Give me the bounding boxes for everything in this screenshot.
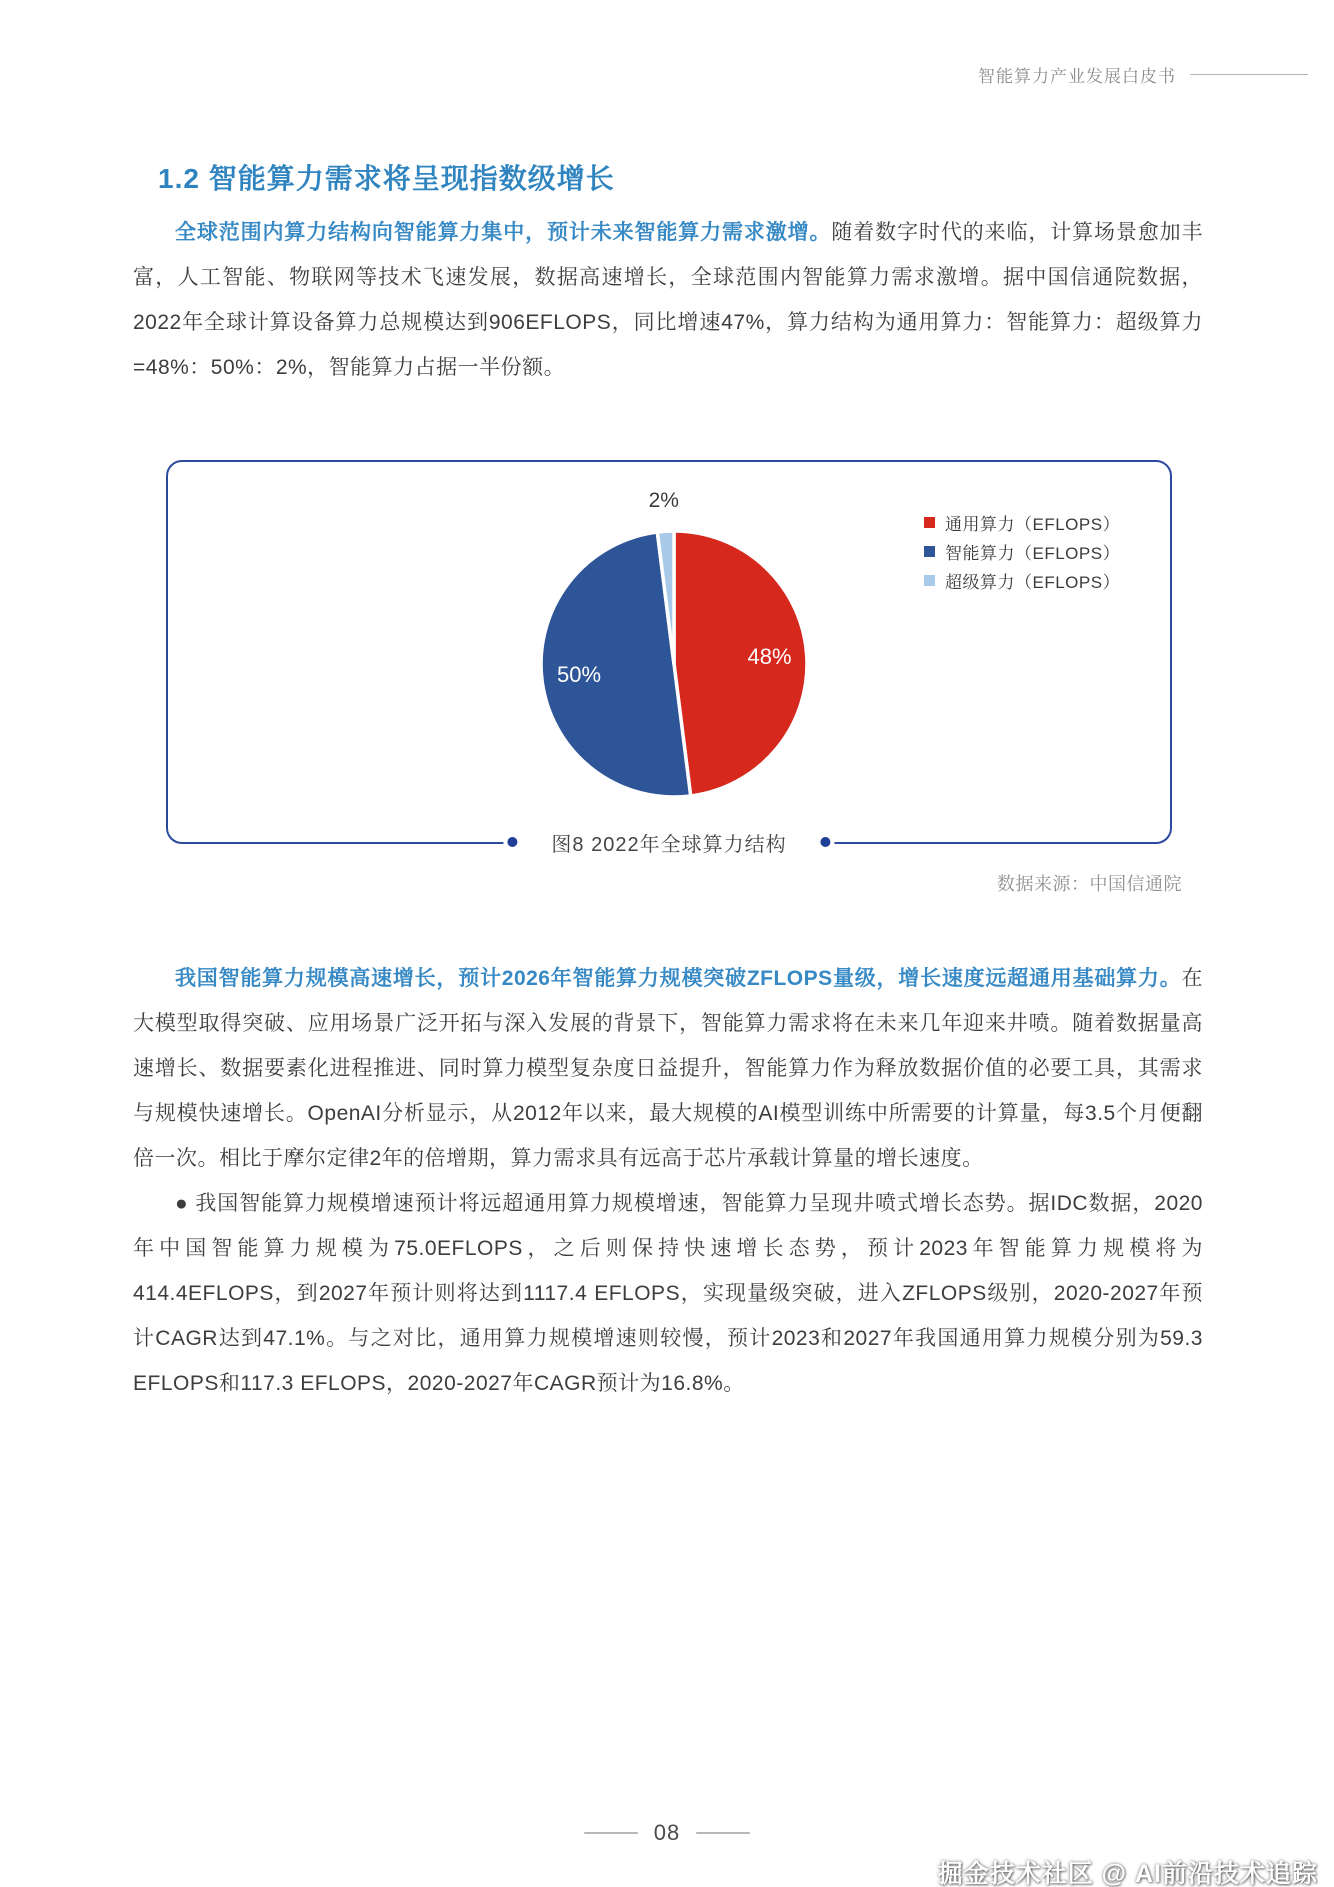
- footer-rule-right: [696, 1832, 750, 1834]
- pie-value-label: 2%: [648, 488, 679, 512]
- paragraph-text: 在大模型取得突破、应用场景广泛开拓与深入发展的背景下，智能算力需求将在未来几年迎来井喷。随着数据量高速增长、数据要素化进程推进、同时算力模型复杂度日益提升，智能算力作为释放数据价值的必要工具，其需求与规模快速增长。OpenAI分析显示，从2012年以来，最大规模的AI模型训练中所需要的计算量，每3.5个月便翻倍一次。相比于摩尔定律2年的倍增期，算力需求具有远高于芯片承载计算量的增长速度。: [133, 967, 1203, 1170]
- legend-label: 智能算力（EFLOPS）: [945, 544, 1121, 563]
- caption-dot-left: [507, 837, 517, 847]
- header-title: 智能算力产业发展白皮书: [978, 67, 1176, 86]
- legend-swatch: [924, 517, 935, 528]
- legend-item: [924, 508, 1120, 537]
- legend-label: 通用算力（EFLOPS）: [945, 515, 1121, 534]
- paragraph: [133, 1181, 1203, 1406]
- legend-item: [924, 566, 1120, 595]
- page-footer: [0, 1820, 1334, 1846]
- data-source-note: 数据来源：中国信通院: [997, 874, 1182, 894]
- paragraph: [133, 210, 1203, 390]
- page-header: [978, 62, 1308, 87]
- paragraph-lead-text: 全球范围内算力结构向智能算力集中，预计未来智能算力需求激增。: [175, 221, 832, 244]
- pie-value-label: 48%: [747, 643, 792, 669]
- legend-swatch: [924, 546, 935, 557]
- legend-swatch: [924, 575, 935, 586]
- legend-item: [924, 537, 1120, 566]
- paragraph-text: 随着数字时代的来临，计算场景愈加丰富，人工智能、物联网等技术飞速发展，数据高速增长，全球范围内智能算力需求激增。据中国信通院数据，2022年全球计算设备算力总规模达到906EFLOPS，同比增速47%，算力结构为通用算力：智能算力：超级算力=48%：50%：2%，智能算力占据一半份额。: [133, 221, 1204, 379]
- section-title: 1.2 智能算力需求将呈现指数级增长: [158, 163, 615, 194]
- figure-caption-wrap: [503, 825, 834, 859]
- footer-rule-left: [584, 1832, 638, 1834]
- legend-label: 超级算力（EFLOPS）: [945, 573, 1121, 592]
- watermark: 掘金技术社区 @ AI前沿技术追踪: [937, 1860, 1318, 1887]
- paragraph-text: ● 我国智能算力规模增速预计将远超通用算力规模增速，智能算力呈现井喷式增长态势。据IDC数据，2020年中国智能算力规模为75.0EFLOPS，之后则保持快速增长态势，预计2023年智能算力规模将为414.4EFLOPS，到2027年预计则将达到1117.4 EFLOPS，实现量级突破，进入ZFLOPS级别，2020-2027年预计CAGR达到47.1%。与之对比，通用算力规模增速则较慢，预计2023和2027年我国通用算力规模分别为59.3 EFLOPS和117.3 EFLOPS，2020-2027年CAGR预计为16.8%。: [133, 1192, 1203, 1395]
- figure-caption: 图8 2022年全球算力结构: [551, 833, 787, 856]
- caption-dot-right: [821, 837, 831, 847]
- intro-paragraph-block: [133, 210, 1203, 390]
- figure-box: [166, 460, 1172, 856]
- header-rule: [1190, 74, 1308, 75]
- pie-value-label: 50%: [556, 661, 602, 687]
- paragraph: [133, 956, 1203, 1181]
- page-number: 08: [653, 1820, 681, 1845]
- body-paragraph-block: [133, 956, 1203, 1406]
- paragraph-lead-text: 我国智能算力规模高速增长，预计2026年智能算力规模突破ZFLOPS量级，增长速度远超通用基础算力。: [175, 967, 1182, 990]
- chart-legend: [924, 508, 1120, 595]
